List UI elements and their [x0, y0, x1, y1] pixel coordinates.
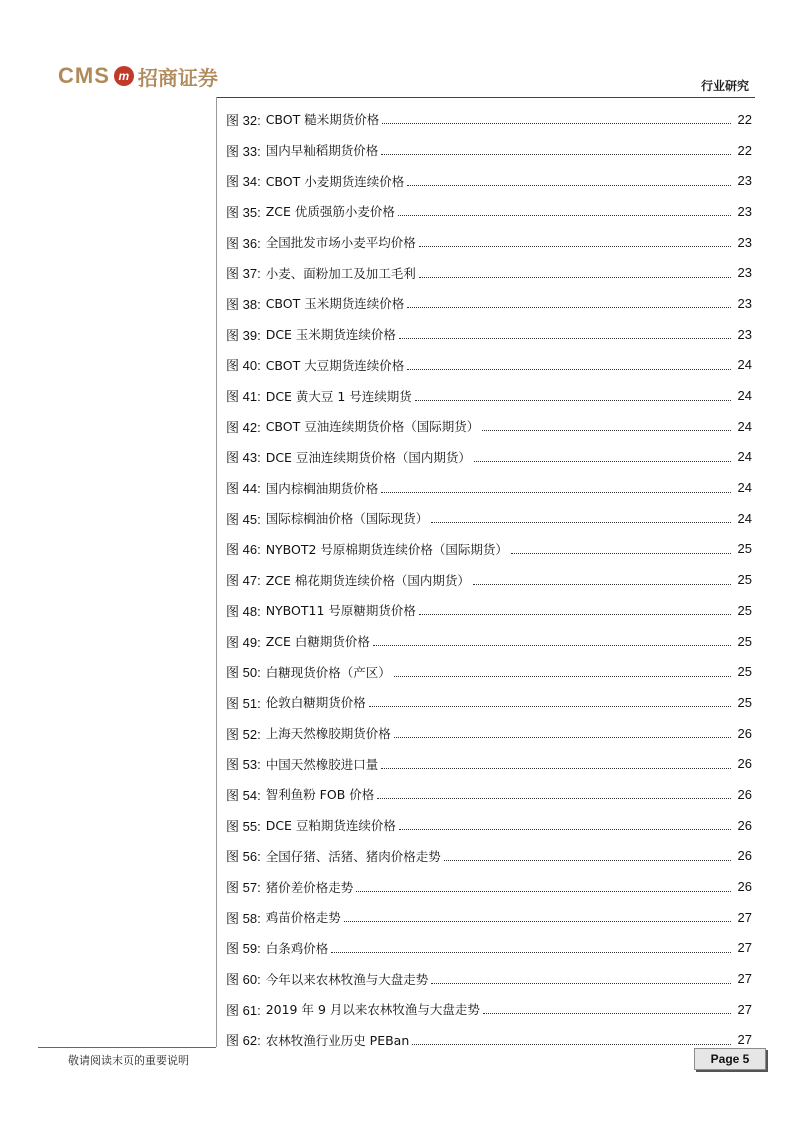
page-number: 23	[737, 295, 752, 311]
figure-label: 图 40:	[226, 358, 261, 374]
figure-title: 全国批发市场小麦平均价格	[265, 235, 416, 251]
dot-leader	[431, 974, 731, 984]
figure-label: 图 61:	[226, 1002, 261, 1018]
dot-leader	[444, 851, 731, 861]
dot-leader	[356, 882, 731, 892]
page-number: 26	[737, 756, 752, 772]
toc-entry[interactable]	[226, 933, 752, 964]
page-number: 24	[737, 510, 752, 526]
page-number: 24	[737, 418, 752, 434]
toc-entry[interactable]	[226, 564, 752, 595]
table-of-figures	[226, 104, 752, 1055]
figure-title: 白糖现货价格（产区）	[265, 664, 391, 680]
dot-leader	[483, 1004, 731, 1014]
figure-title: 全国仔猪、活猪、猪肉价格走势	[265, 848, 441, 864]
page-number: 23	[737, 203, 752, 219]
figure-label: 图 45:	[226, 511, 261, 527]
left-margin-divider	[216, 97, 217, 1047]
figure-label: 图 32:	[226, 112, 261, 128]
page-number: 23	[737, 265, 752, 281]
figure-label: 图 42:	[226, 419, 261, 435]
page-number: 22	[737, 111, 752, 127]
figure-title: CBOT 小麦期货连续价格	[265, 173, 405, 189]
dot-leader	[419, 605, 731, 615]
dot-leader	[407, 176, 731, 186]
page-number: 27	[737, 1032, 752, 1048]
figure-title: CBOT 糙米期货价格	[265, 112, 380, 128]
dot-leader	[399, 820, 731, 830]
figure-title: 鸡苗价格走势	[265, 910, 341, 926]
page-number: 26	[737, 879, 752, 895]
page-number: 25	[737, 572, 752, 588]
page-number: 23	[737, 234, 752, 250]
dot-leader	[377, 789, 731, 799]
figure-title: DCE 玉米期货连续价格	[265, 327, 396, 343]
figure-label: 图 53:	[226, 757, 261, 773]
page-number: 26	[737, 848, 752, 864]
dot-leader	[381, 759, 731, 769]
figure-label: 图 35:	[226, 204, 261, 220]
figure-label: 图 38:	[226, 296, 261, 312]
toc-entry[interactable]	[226, 871, 752, 902]
toc-entry[interactable]	[226, 503, 752, 534]
dot-leader	[407, 360, 731, 370]
figure-title: DCE 豆油连续期货价格（国内期货）	[265, 449, 471, 465]
toc-entry[interactable]	[226, 165, 752, 196]
figure-title: 白条鸡价格	[265, 940, 329, 956]
page-number: 25	[737, 602, 752, 618]
figure-label: 图 51:	[226, 695, 261, 711]
figure-title: 2019 年 9 月以来农林牧渔与大盘走势	[265, 1002, 480, 1018]
figure-title: 中国天然橡胶进口量	[265, 756, 379, 772]
toc-entry[interactable]	[226, 1025, 752, 1056]
figure-title: ZCE 优质强筋小麦价格	[265, 204, 395, 220]
figure-label: 图 60:	[226, 972, 261, 988]
toc-entry[interactable]	[226, 472, 752, 503]
toc-entry[interactable]	[226, 963, 752, 994]
toc-entry[interactable]	[226, 779, 752, 810]
toc-entry[interactable]	[226, 411, 752, 442]
toc-entry[interactable]	[226, 687, 752, 718]
dot-leader	[412, 1035, 731, 1045]
dot-leader	[369, 697, 731, 707]
figure-title: DCE 黄大豆 1 号连续期货	[265, 388, 412, 404]
dot-leader	[382, 114, 731, 124]
dot-leader	[394, 667, 731, 677]
dot-leader	[407, 298, 731, 308]
toc-entry[interactable]	[226, 319, 752, 350]
dot-leader	[344, 912, 731, 922]
figure-label: 图 36:	[226, 235, 261, 251]
figure-title: DCE 豆粕期货连续价格	[265, 818, 396, 834]
figure-label: 图 39:	[226, 327, 261, 343]
toc-entry[interactable]	[226, 810, 752, 841]
dot-leader	[398, 206, 731, 216]
figure-title: ZCE 白糖期货价格	[265, 634, 370, 650]
figure-label: 图 56:	[226, 849, 261, 865]
figure-label: 图 48:	[226, 603, 261, 619]
figure-label: 图 43:	[226, 450, 261, 466]
figure-title: CBOT 玉米期货连续价格	[265, 296, 405, 312]
figure-title: 国内棕榈油期货价格	[265, 480, 379, 496]
logo-cms-text: CMS	[58, 63, 110, 88]
toc-entry[interactable]	[226, 841, 752, 872]
page-number: 27	[737, 971, 752, 987]
toc-entry[interactable]	[226, 350, 752, 381]
page-number: 26	[737, 817, 752, 833]
page-number: 27	[737, 940, 752, 956]
figure-label: 图 33:	[226, 143, 261, 159]
figure-title: 今年以来农林牧渔与大盘走势	[265, 971, 429, 987]
page-number: 27	[737, 909, 752, 925]
figure-title: ZCE 棉花期货连续价格（国内期货）	[265, 572, 470, 588]
dot-leader	[394, 728, 731, 738]
page-number: 26	[737, 725, 752, 741]
page-number-badge: Page 5	[694, 1048, 766, 1070]
toc-entry[interactable]	[226, 196, 752, 227]
figure-label: 图 46:	[226, 542, 261, 558]
figure-label: 图 52:	[226, 726, 261, 742]
figure-title: CBOT 豆油连续期货价格（国际期货）	[265, 419, 480, 435]
dot-leader	[415, 391, 731, 401]
page-number: 22	[737, 142, 752, 158]
toc-entry[interactable]	[226, 257, 752, 288]
page-number: 24	[737, 388, 752, 404]
header-divider	[216, 97, 755, 98]
toc-entry[interactable]	[226, 442, 752, 473]
figure-title: NYBOT2 号原棉期货连续价格（国际期货）	[265, 541, 508, 557]
figure-label: 图 54:	[226, 787, 261, 803]
dot-leader	[381, 145, 731, 155]
toc-entry[interactable]	[226, 626, 752, 657]
dot-leader	[331, 943, 731, 953]
page-number: 25	[737, 633, 752, 649]
figure-title: NYBOT11 号原糖期货价格	[265, 603, 416, 619]
figure-label: 图 34:	[226, 174, 261, 190]
page-number: 25	[737, 541, 752, 557]
figure-label: 图 55:	[226, 818, 261, 834]
figure-title: 上海天然橡胶期货价格	[265, 726, 391, 742]
toc-entry[interactable]	[226, 902, 752, 933]
page-number: 27	[737, 1001, 752, 1017]
toc-entry[interactable]	[226, 994, 752, 1025]
figure-title: 国内早籼稻期货价格	[265, 143, 379, 159]
toc-entry[interactable]	[226, 718, 752, 749]
page-number: 23	[737, 173, 752, 189]
figure-label: 图 37:	[226, 266, 261, 282]
toc-entry[interactable]	[226, 135, 752, 166]
logo-company-name: 招商证券	[137, 65, 218, 90]
toc-entry[interactable]	[226, 656, 752, 687]
figure-label: 图 59:	[226, 941, 261, 957]
figure-label: 图 58:	[226, 910, 261, 926]
section-label: 行业研究	[700, 79, 749, 93]
figure-label: 图 50:	[226, 665, 261, 681]
figure-title: CBOT 大豆期货连续价格	[265, 357, 405, 373]
dot-leader	[419, 268, 731, 278]
figure-label: 图 44:	[226, 481, 261, 497]
figure-title: 小麦、面粉加工及加工毛利	[265, 265, 416, 281]
page-number: 26	[737, 786, 752, 802]
figure-title: 智利鱼粉 FOB 价格	[265, 787, 375, 803]
dot-leader	[473, 575, 731, 585]
page-number: 24	[737, 357, 752, 373]
figure-label: 图 49:	[226, 634, 261, 650]
footer-divider	[38, 1047, 216, 1048]
toc-entry[interactable]	[226, 534, 752, 565]
toc-entry[interactable]	[226, 595, 752, 626]
dot-leader	[511, 544, 731, 554]
figure-title: 猪价差价格走势	[265, 879, 354, 895]
toc-entry[interactable]	[226, 227, 752, 258]
dot-leader	[482, 421, 731, 431]
disclaimer-note: 敬请阅读末页的重要说明	[68, 1054, 189, 1067]
page-number: 25	[737, 664, 752, 680]
dot-leader	[373, 636, 731, 646]
company-logo	[58, 60, 218, 92]
toc-entry[interactable]	[226, 380, 752, 411]
toc-entry[interactable]	[226, 104, 752, 135]
page-number: 25	[737, 694, 752, 710]
figure-title: 伦敦白糖期货价格	[265, 695, 366, 711]
dot-leader	[419, 237, 731, 247]
figure-label: 图 41:	[226, 389, 261, 405]
page-number: 23	[737, 326, 752, 342]
toc-entry[interactable]	[226, 288, 752, 319]
toc-entry[interactable]	[226, 748, 752, 779]
page-number: 24	[737, 449, 752, 465]
figure-title: 国际棕榈油价格（国际现货）	[265, 511, 429, 527]
figure-label: 图 57:	[226, 880, 261, 896]
figure-label: 图 47:	[226, 573, 261, 589]
figure-title: 农林牧渔行业历史 PEBan	[265, 1032, 410, 1048]
logo-mark-icon: m	[114, 66, 134, 86]
dot-leader	[474, 452, 731, 462]
dot-leader	[399, 329, 731, 339]
dot-leader	[381, 483, 731, 493]
figure-label: 图 62:	[226, 1033, 261, 1049]
dot-leader	[431, 513, 731, 523]
page-number: 24	[737, 480, 752, 496]
